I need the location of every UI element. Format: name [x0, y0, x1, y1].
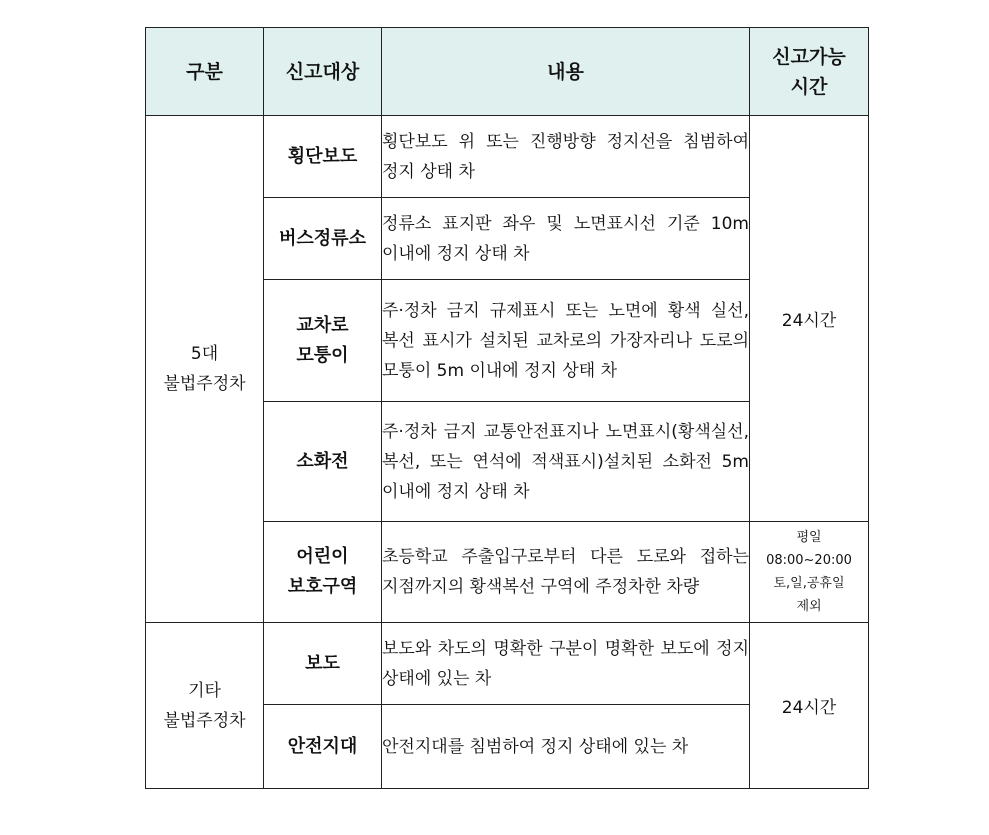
content-cell: 보도와 차도의 명확한 구분이 명확한 보도에 정지 상태에 있는 차 — [382, 623, 750, 705]
illegal-parking-report-table — [145, 27, 869, 789]
category-cell: 기타 불법주정차 — [146, 623, 264, 789]
header-row — [146, 28, 869, 116]
target-cell: 보도 — [264, 623, 382, 705]
content-cell: 주·정차 금지 교통안전표지나 노면표시(황색실선, 복선, 또는 연석에 적색표시)설치된 소화전 5m 이내에 정지 상태 차 — [382, 402, 750, 522]
header-time: 신고가능 시간 — [750, 28, 869, 116]
target-cell: 안전지대 — [264, 705, 382, 789]
time-cell: 24시간 — [750, 116, 869, 522]
target-cell: 교차로 모퉁이 — [264, 280, 382, 402]
header-content: 내용 — [382, 28, 750, 116]
content-cell: 횡단보도 위 또는 진행방향 정지선을 침범하여 정지 상태 차 — [382, 116, 750, 198]
header-target: 신고대상 — [264, 28, 382, 116]
category-cell: 5대 불법주정차 — [146, 116, 264, 623]
target-cell: 횡단보도 — [264, 116, 382, 198]
content-cell: 안전지대를 침범하여 정지 상태에 있는 차 — [382, 705, 750, 789]
target-cell: 버스정류소 — [264, 198, 382, 280]
content-cell: 초등학교 주출입구로부터 다른 도로와 접하는 지점까지의 황색복선 구역에 주정차한 차량 — [382, 522, 750, 623]
content-cell: 주·정차 금지 규제표시 또는 노면에 황색 실선, 복선 표시가 설치된 교차로의 가장자리나 도로의 모퉁이 5m 이내에 정지 상태 차 — [382, 280, 750, 402]
header-category: 구분 — [146, 28, 264, 116]
table-row — [146, 623, 869, 705]
target-cell: 어린이 보호구역 — [264, 522, 382, 623]
content-cell: 정류소 표지판 좌우 및 노면표시선 기준 10m 이내에 정지 상태 차 — [382, 198, 750, 280]
target-cell: 소화전 — [264, 402, 382, 522]
time-cell: 24시간 — [750, 623, 869, 789]
table-row — [146, 116, 869, 198]
time-cell-weekday: 평일 08:00~20:00 토,일,공휴일 제외 — [750, 522, 869, 623]
